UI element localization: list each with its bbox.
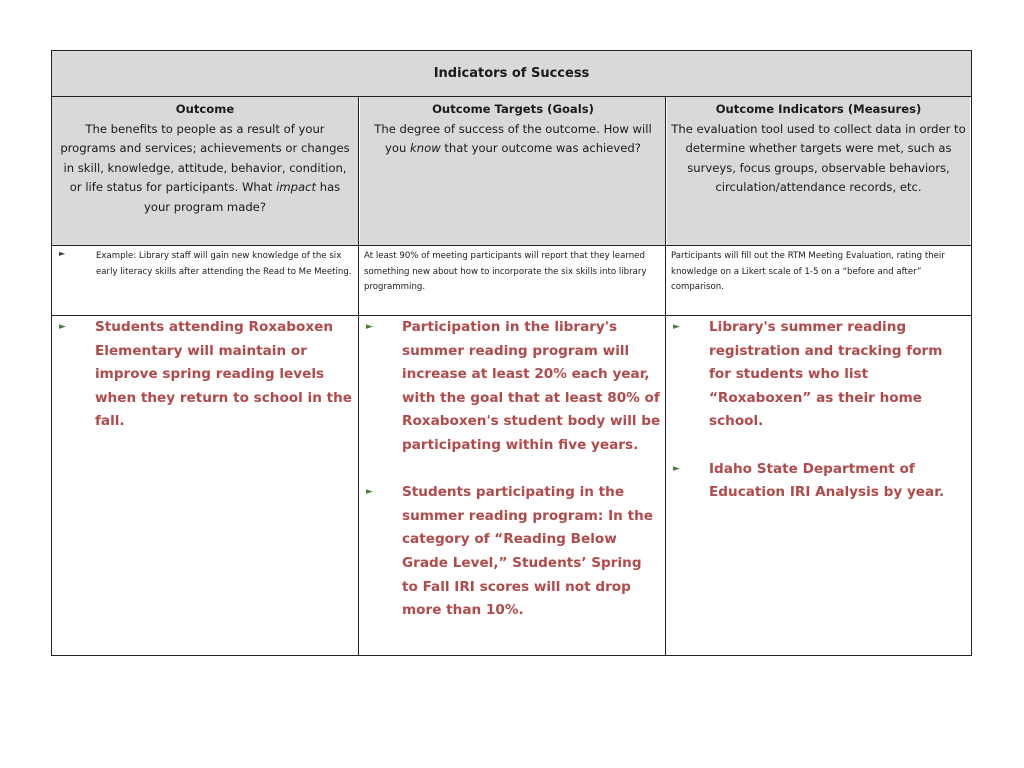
bullet-arrow-icon: ► (366, 322, 373, 332)
list-item: ► Idaho State Department of Education IRI Analysis by year. (666, 458, 970, 505)
table-title: Indicators of Success (52, 51, 971, 97)
targets-cell (359, 316, 665, 646)
bullet-arrow-icon: ► (59, 322, 66, 332)
list-item: ► Students participating in the summer reading program: In the category of “Reading Below Grade Level,” Students’ Spring to Fall IRI scores will not drop more than 10%. (359, 481, 665, 623)
header-indicators (667, 97, 970, 246)
header-indicators-title: Outcome Indicators (Measures) (715, 102, 922, 116)
header-targets-desc: The degree of success of the outcome. How will you know that your outcome was achieved? (374, 121, 652, 156)
example-indicator: Participants will fill out the RTM Meeting Evaluation, rating their knowledge on a Likert scale of 1-5 on a “before and after” comparison. (671, 251, 945, 292)
indicators-table (51, 50, 972, 656)
example-target: At least 90% of meeting participants will report that they learned something new about how to incorporate the six skills into library programming. (364, 251, 647, 292)
list-item: ► Library's summer reading registration and tracking form for students who list “Roxaboxen” as their home school. (666, 316, 970, 434)
header-outcome (52, 97, 358, 246)
header-targets-title: Outcome Targets (Goals) (432, 102, 594, 116)
header-targets (360, 97, 666, 246)
bullet-arrow-icon: ► (366, 487, 373, 498)
divider-header (52, 245, 971, 246)
header-outcome-desc: The benefits to people as a result of your programs and services; achievements or changes in skill, knowledge, attitude, behavior, condition, or life status for participants. What impact has your program made? (60, 121, 350, 214)
list-item: ► Students attending Roxaboxen Elementary will maintain or improve spring reading levels when they return to school in the fall. (52, 316, 358, 434)
list-item: ► Participation in the library's summer reading program will increase at least 20% each year, with the goal that at least 80% of Roxaboxen's student body will be participating within five years. (359, 316, 665, 458)
example-outcome: Example: Library staff will gain new knowledge of the six early literacy skills after attending the Read to Me Meeting. (96, 251, 352, 277)
header-outcome-title: Outcome (175, 102, 235, 116)
indicators-cell (666, 316, 970, 528)
header-indicators-desc: The evaluation tool used to collect data in order to determine whether targets were met, such as surveys, focus groups, observable behaviors, circulation/attendance records, etc. (671, 121, 966, 195)
bullet-arrow-icon: ► (673, 463, 680, 474)
example-bullet-icon: ► (59, 249, 66, 258)
outcome-cell (52, 316, 358, 458)
bullet-arrow-icon: ► (673, 322, 680, 332)
